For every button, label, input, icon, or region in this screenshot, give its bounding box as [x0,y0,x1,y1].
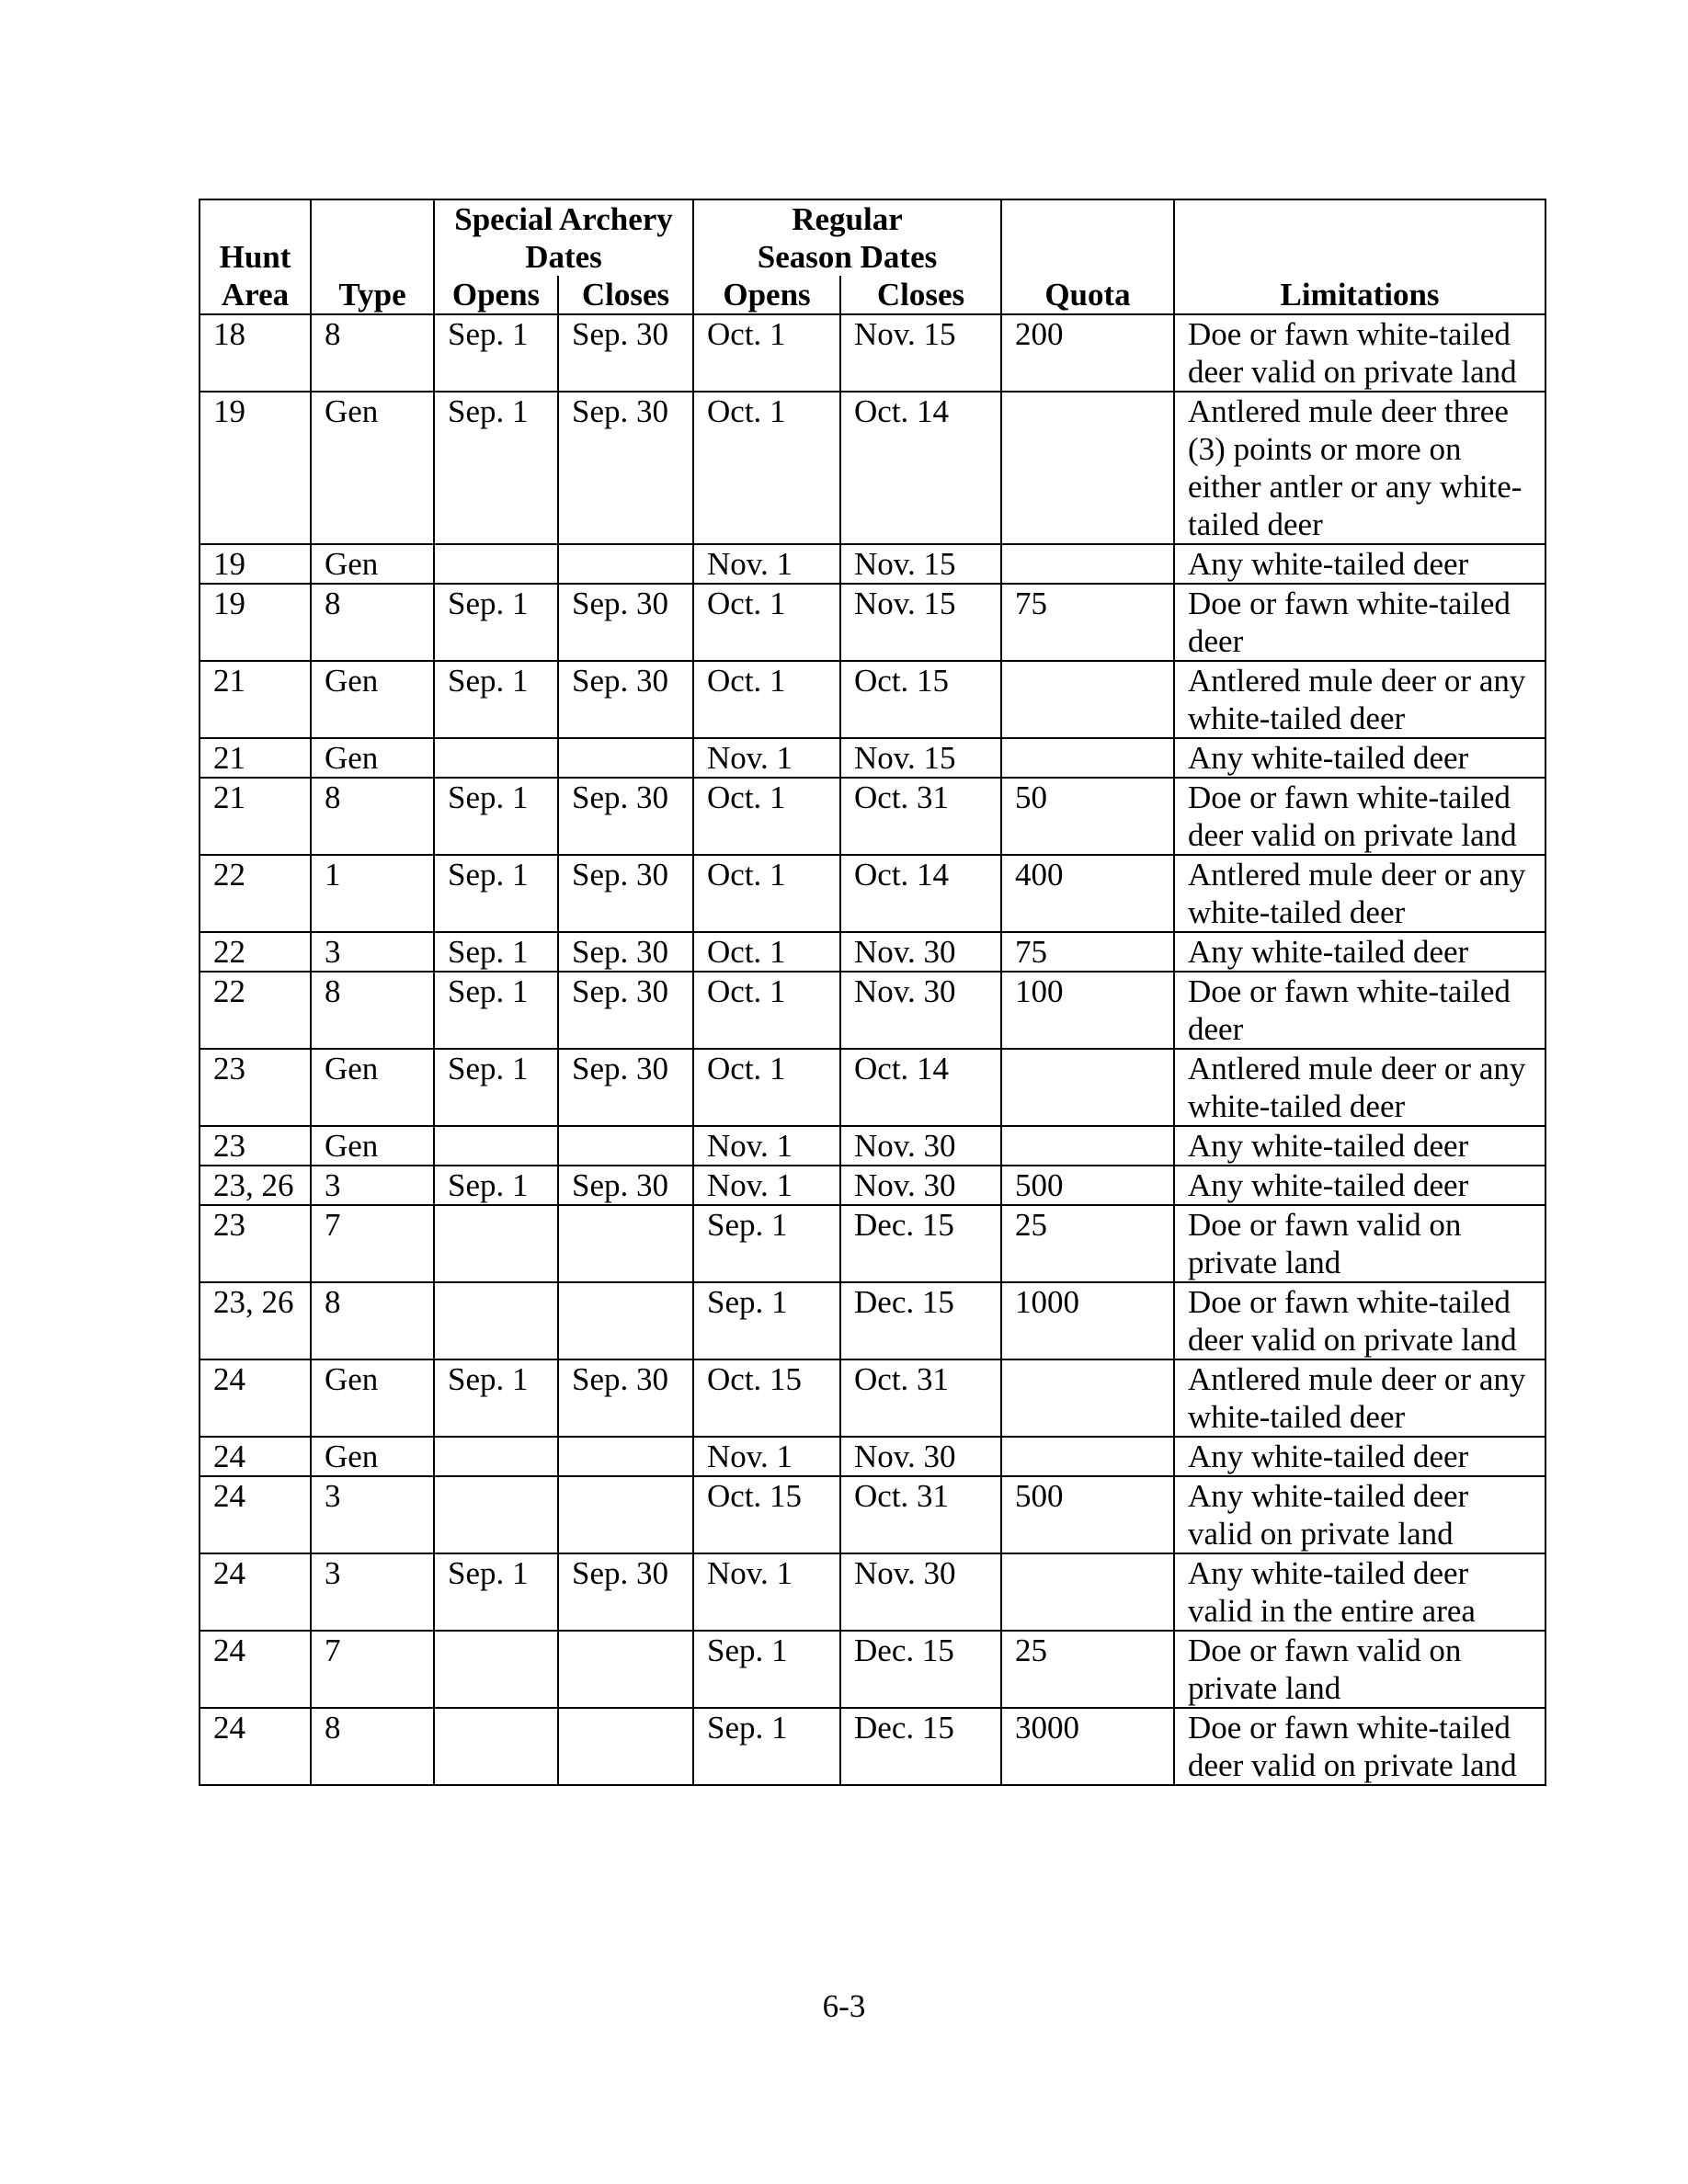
header-limitations: Limitations [1174,199,1545,314]
cell-quota [1001,544,1174,584]
cell-quota: 25 [1001,1631,1174,1708]
table-row [200,1049,1545,1126]
cell-hunt-area: 24 [200,1553,311,1631]
header-type: Type [311,199,434,314]
cell-regular-closes: Oct. 31 [840,778,1001,855]
cell-archery-opens: Sep. 1 [434,661,558,738]
cell-limitations: Any white-tailed deer [1174,544,1545,584]
cell-quota: 500 [1001,1166,1174,1205]
table-row [200,584,1545,661]
table-row [200,1126,1545,1166]
cell-regular-opens: Nov. 1 [693,544,840,584]
cell-hunt-area: 23, 26 [200,1166,311,1205]
cell-archery-opens: Sep. 1 [434,1049,558,1126]
cell-type: Gen [311,1359,434,1437]
cell-regular-closes: Nov. 30 [840,932,1001,972]
cell-hunt-area: 22 [200,855,311,932]
cell-limitations: Doe or fawn valid on private land [1174,1631,1545,1708]
cell-quota [1001,738,1174,778]
cell-limitations: Any white-tailed deer [1174,738,1545,778]
cell-limitations: Any white-tailed deer [1174,932,1545,972]
cell-type: 3 [311,1476,434,1553]
table-row [200,972,1545,1049]
cell-archery-closes: Sep. 30 [558,855,693,932]
cell-type: Gen [311,1437,434,1476]
cell-regular-opens: Oct. 1 [693,1049,840,1126]
cell-regular-closes: Oct. 31 [840,1476,1001,1553]
cell-archery-closes: Sep. 30 [558,1359,693,1437]
cell-limitations: Antlered mule deer or any white-tailed deer [1174,661,1545,738]
cell-limitations: Any white-tailed deer [1174,1437,1545,1476]
table-row [200,392,1545,544]
cell-quota [1001,1359,1174,1437]
cell-quota: 1000 [1001,1282,1174,1359]
header-hunt-area-line2: Area [221,277,290,313]
cell-archery-closes [558,1476,693,1553]
cell-hunt-area: 24 [200,1359,311,1437]
table-row [200,661,1545,738]
cell-regular-closes: Nov. 30 [840,1166,1001,1205]
cell-quota: 50 [1001,778,1174,855]
cell-regular-closes: Dec. 15 [840,1708,1001,1785]
cell-type: 8 [311,1282,434,1359]
cell-regular-opens: Oct. 1 [693,972,840,1049]
cell-archery-opens [434,1437,558,1476]
cell-archery-closes: Sep. 30 [558,1166,693,1205]
cell-type: 8 [311,1708,434,1785]
cell-limitations: Any white-tailed deer [1174,1126,1545,1166]
table-row [200,1631,1545,1708]
cell-limitations: Doe or fawn white-tailed deer valid on private land [1174,778,1545,855]
cell-archery-closes [558,1205,693,1282]
cell-archery-closes: Sep. 30 [558,661,693,738]
cell-archery-opens: Sep. 1 [434,855,558,932]
table-row [200,738,1545,778]
cell-limitations: Doe or fawn white-tailed deer [1174,972,1545,1049]
cell-type: 7 [311,1205,434,1282]
cell-archery-closes [558,1126,693,1166]
cell-quota: 100 [1001,972,1174,1049]
cell-regular-opens: Sep. 1 [693,1282,840,1359]
table-row [200,1476,1545,1553]
table-row [200,1359,1545,1437]
cell-regular-closes: Oct. 14 [840,855,1001,932]
cell-quota: 75 [1001,932,1174,972]
table-row [200,1166,1545,1205]
table-row [200,1553,1545,1631]
cell-archery-opens: Sep. 1 [434,584,558,661]
cell-regular-opens: Oct. 15 [693,1359,840,1437]
cell-archery-opens: Sep. 1 [434,778,558,855]
cell-archery-opens: Sep. 1 [434,314,558,392]
cell-quota [1001,1437,1174,1476]
cell-quota: 25 [1001,1205,1174,1282]
cell-hunt-area: 24 [200,1437,311,1476]
header-hunt-area [200,199,311,314]
cell-archery-closes: Sep. 30 [558,314,693,392]
cell-archery-closes: Sep. 30 [558,392,693,544]
cell-archery-closes [558,738,693,778]
cell-regular-closes: Nov. 15 [840,314,1001,392]
cell-regular-opens: Oct. 1 [693,855,840,932]
cell-type: Gen [311,661,434,738]
cell-regular-closes: Nov. 30 [840,1437,1001,1476]
cell-archery-opens: Sep. 1 [434,392,558,544]
cell-regular-closes: Nov. 15 [840,738,1001,778]
cell-type: Gen [311,1049,434,1126]
header-archery-opens: Opens [434,276,558,314]
cell-regular-closes: Oct. 14 [840,392,1001,544]
cell-limitations: Doe or fawn white-tailed deer valid on private land [1174,314,1545,392]
cell-type: Gen [311,1126,434,1166]
cell-regular-opens: Oct. 1 [693,584,840,661]
page-number: 6-3 [822,1988,866,2024]
header-regular-season [693,199,1001,276]
cell-quota [1001,1049,1174,1126]
cell-quota [1001,1126,1174,1166]
cell-archery-closes: Sep. 30 [558,584,693,661]
cell-archery-closes: Sep. 30 [558,972,693,1049]
cell-hunt-area: 21 [200,778,311,855]
cell-limitations: Doe or fawn valid on private land [1174,1205,1545,1282]
cell-archery-opens [434,1205,558,1282]
cell-regular-closes: Nov. 30 [840,1553,1001,1631]
cell-hunt-area: 18 [200,314,311,392]
table-row [200,1437,1545,1476]
cell-hunt-area: 19 [200,544,311,584]
cell-regular-opens: Oct. 1 [693,932,840,972]
cell-archery-opens [434,1476,558,1553]
cell-regular-opens: Nov. 1 [693,1553,840,1631]
cell-regular-opens: Oct. 1 [693,778,840,855]
cell-type: 1 [311,855,434,932]
cell-regular-opens: Sep. 1 [693,1205,840,1282]
cell-quota [1001,392,1174,544]
table-row [200,1205,1545,1282]
cell-quota [1001,661,1174,738]
cell-archery-opens [434,1282,558,1359]
cell-type: Gen [311,544,434,584]
cell-limitations: Doe or fawn white-tailed deer valid on private land [1174,1708,1545,1785]
cell-limitations: Antlered mule deer or any white-tailed deer [1174,1049,1545,1126]
cell-hunt-area: 24 [200,1476,311,1553]
cell-regular-opens: Nov. 1 [693,1437,840,1476]
cell-limitations: Antlered mule deer or any white-tailed deer [1174,855,1545,932]
cell-limitations: Doe or fawn white-tailed deer [1174,584,1545,661]
cell-regular-closes: Nov. 30 [840,972,1001,1049]
cell-regular-opens: Oct. 1 [693,392,840,544]
cell-limitations: Antlered mule deer three (3) points or more on either antler or any white-tailed deer [1174,392,1545,544]
header-archery-closes: Closes [558,276,693,314]
cell-archery-opens: Sep. 1 [434,1553,558,1631]
cell-regular-closes: Dec. 15 [840,1631,1001,1708]
cell-archery-closes [558,1282,693,1359]
cell-quota: 200 [1001,314,1174,392]
header-quota: Quota [1001,199,1174,314]
cell-archery-opens [434,1126,558,1166]
cell-hunt-area: 21 [200,738,311,778]
cell-archery-opens [434,544,558,584]
table-body [200,314,1545,1785]
header-regular-closes: Closes [840,276,1001,314]
cell-hunt-area: 22 [200,932,311,972]
header-hunt-area-line1: Hunt [219,239,291,275]
cell-hunt-area: 23 [200,1126,311,1166]
cell-hunt-area: 19 [200,584,311,661]
cell-regular-closes: Dec. 15 [840,1205,1001,1282]
cell-hunt-area: 24 [200,1631,311,1708]
cell-regular-closes: Nov. 30 [840,1126,1001,1166]
cell-type: Gen [311,392,434,544]
header-regular-season-line2: Season Dates [757,239,938,275]
cell-archery-opens: Sep. 1 [434,1166,558,1205]
cell-hunt-area: 22 [200,972,311,1049]
cell-quota: 500 [1001,1476,1174,1553]
cell-regular-opens: Oct. 15 [693,1476,840,1553]
cell-type: 8 [311,314,434,392]
cell-archery-opens [434,738,558,778]
table-row [200,1708,1545,1785]
cell-type: 3 [311,932,434,972]
cell-regular-opens: Nov. 1 [693,738,840,778]
cell-regular-closes: Oct. 15 [840,661,1001,738]
cell-limitations: Doe or fawn white-tailed deer valid on private land [1174,1282,1545,1359]
cell-type: Gen [311,738,434,778]
cell-limitations: Antlered mule deer or any white-tailed deer [1174,1359,1545,1437]
table-header [200,199,1545,314]
cell-archery-opens [434,1708,558,1785]
cell-hunt-area: 24 [200,1708,311,1785]
header-regular-opens: Opens [693,276,840,314]
cell-limitations: Any white-tailed deer valid on private land [1174,1476,1545,1553]
cell-archery-closes [558,1437,693,1476]
cell-limitations: Any white-tailed deer [1174,1166,1545,1205]
cell-hunt-area: 19 [200,392,311,544]
cell-type: 8 [311,584,434,661]
cell-archery-opens [434,1631,558,1708]
cell-regular-opens: Nov. 1 [693,1166,840,1205]
cell-regular-closes: Dec. 15 [840,1282,1001,1359]
cell-archery-opens: Sep. 1 [434,972,558,1049]
cell-regular-closes: Nov. 15 [840,544,1001,584]
hunt-seasons-table [199,199,1546,1786]
cell-limitations: Any white-tailed deer valid in the entire area [1174,1553,1545,1631]
cell-hunt-area: 23 [200,1205,311,1282]
table-row [200,1282,1545,1359]
table-row [200,932,1545,972]
header-special-archery [434,199,693,276]
cell-archery-closes [558,1631,693,1708]
table-row [200,314,1545,392]
cell-type: 8 [311,972,434,1049]
cell-quota: 75 [1001,584,1174,661]
cell-hunt-area: 23 [200,1049,311,1126]
header-regular-season-line1: Regular [792,201,903,237]
cell-regular-closes: Oct. 31 [840,1359,1001,1437]
cell-quota [1001,1553,1174,1631]
cell-type: 3 [311,1553,434,1631]
table-row [200,778,1545,855]
header-special-archery-line1: Special Archery [454,201,673,237]
cell-archery-closes: Sep. 30 [558,778,693,855]
cell-archery-closes: Sep. 30 [558,1049,693,1126]
cell-archery-closes: Sep. 30 [558,1553,693,1631]
cell-regular-opens: Sep. 1 [693,1631,840,1708]
table-row [200,544,1545,584]
cell-quota: 400 [1001,855,1174,932]
cell-regular-opens: Nov. 1 [693,1126,840,1166]
header-special-archery-line2: Dates [525,239,602,275]
cell-archery-opens: Sep. 1 [434,932,558,972]
cell-regular-closes: Oct. 14 [840,1049,1001,1126]
cell-type: 3 [311,1166,434,1205]
cell-regular-closes: Nov. 15 [840,584,1001,661]
cell-hunt-area: 23, 26 [200,1282,311,1359]
table-row [200,855,1545,932]
cell-regular-opens: Sep. 1 [693,1708,840,1785]
cell-archery-closes [558,544,693,584]
cell-quota: 3000 [1001,1708,1174,1785]
cell-regular-opens: Oct. 1 [693,314,840,392]
cell-archery-closes [558,1708,693,1785]
cell-type: 8 [311,778,434,855]
cell-type: 7 [311,1631,434,1708]
cell-archery-opens: Sep. 1 [434,1359,558,1437]
cell-regular-opens: Oct. 1 [693,661,840,738]
cell-hunt-area: 21 [200,661,311,738]
cell-archery-closes: Sep. 30 [558,932,693,972]
